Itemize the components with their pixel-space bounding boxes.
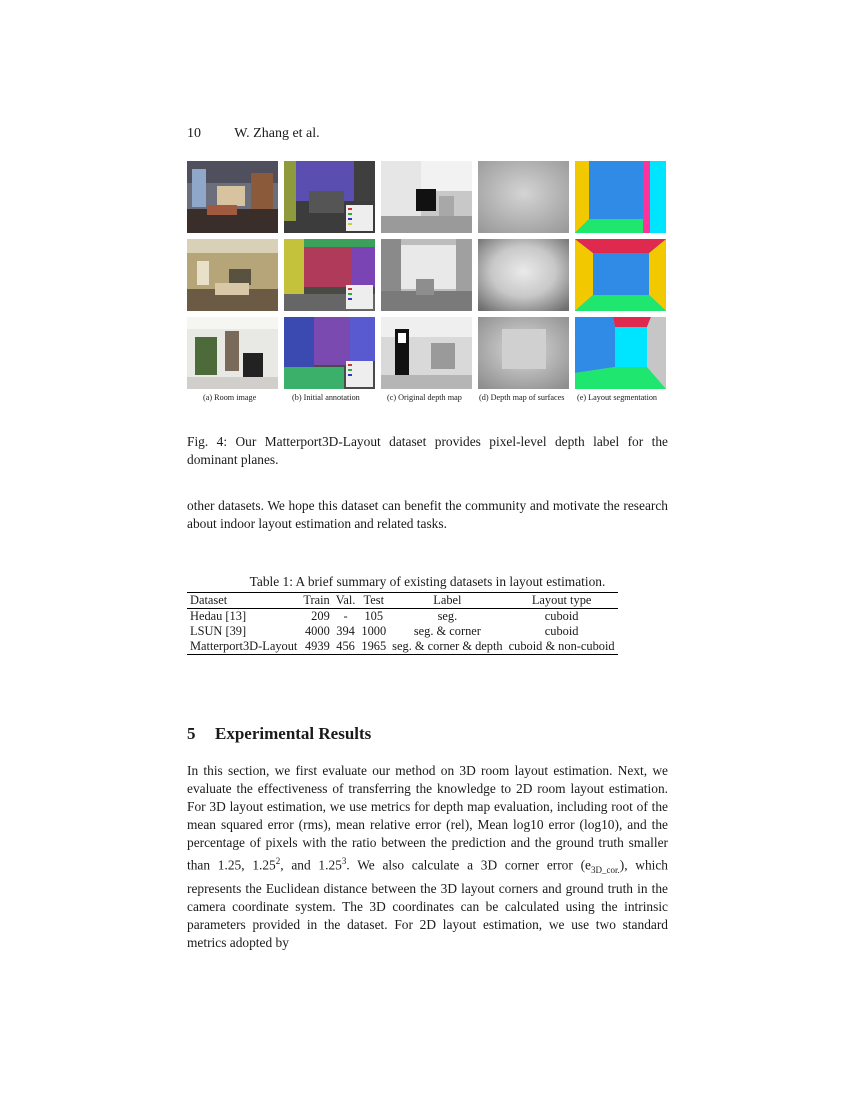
table-row — [187, 639, 618, 655]
layout-segmentation-1 — [575, 161, 666, 233]
cell-test: 1965 — [361, 639, 387, 653]
text-part: , and 1.25 — [280, 857, 342, 873]
running-authors: W. Zhang et al. — [234, 126, 320, 141]
layout-segmentation-3 — [575, 317, 666, 389]
original-depth-map-2 — [381, 239, 472, 311]
cell-val: 456 — [336, 639, 355, 653]
col-header-dataset: Dataset — [190, 593, 228, 607]
page-header — [187, 126, 320, 142]
datasets-table — [187, 592, 618, 655]
surface-depth-map-1 — [478, 161, 569, 233]
table-row — [187, 609, 618, 625]
body-paragraph: other datasets. We hope this dataset can benefit the community and motivate the research about indoor layout estimation and related tasks. — [187, 498, 668, 531]
text-part: ), which represents the Euclidean distance between the 3D layout corners and ground truth in the camera coordinate system. The 3D coordinates can be calculated using the intrinsic parameters provided in the dataset. For 2D layout estimation, we use two standard metrics adopted by — [187, 857, 669, 950]
original-depth-map-1 — [381, 161, 472, 233]
room-image-3 — [187, 317, 278, 389]
surface-depth-map-3 — [478, 317, 569, 389]
cell-train: 4000 — [304, 624, 330, 638]
initial-annotation-3 — [284, 317, 375, 389]
cell-train: 209 — [311, 609, 330, 623]
superscript: 3 — [341, 856, 347, 867]
cell-label: seg. — [437, 609, 458, 623]
layout-segmentation-2 — [575, 239, 666, 311]
cell-dataset: Hedau [13] — [190, 609, 247, 623]
col-header-label: Label — [433, 593, 462, 607]
sublabel-depth-map-of-surfaces: (d) Depth map of surfaces — [479, 393, 565, 402]
text-part: In this section, we first evaluate our method on 3D room layout estimation. Next, we evaluate the effectiveness of transferring the knowledge to 2D room layout estimation. For 3D layout estimation, we use metrics for depth map evaluation, including root of the mean squared error (rms), mean relative error (rel), Mean log10 error (log10), and the percentage of pixels with the ratio between the prediction and the ground truth smaller than 1.25, 1.25 — [187, 763, 668, 873]
initial-annotation-1 — [284, 161, 375, 233]
sublabel-initial-annotation: (b) Initial annotation — [292, 393, 360, 402]
original-depth-map-3 — [381, 317, 472, 389]
section-paragraph — [187, 762, 668, 952]
col-header-train: Train — [303, 593, 330, 607]
table-row — [187, 624, 618, 639]
section-title: Experimental Results — [215, 724, 372, 743]
cell-val: - — [343, 609, 348, 623]
sublabel-layout-segmentation: (e) Layout segmentation — [577, 393, 658, 402]
figure-sublabels — [183, 393, 673, 407]
cell-layout-type: cuboid — [544, 624, 579, 638]
cell-dataset: Matterport3D-Layout — [190, 639, 298, 653]
room-image-2 — [187, 239, 278, 311]
cell-label: seg. & corner & depth — [392, 639, 503, 653]
superscript: 2 — [275, 856, 281, 867]
section-heading — [187, 724, 371, 744]
initial-annotation-2 — [284, 239, 375, 311]
cell-layout-type: cuboid — [544, 609, 579, 623]
cell-label: seg. & corner — [413, 624, 481, 638]
col-header-val: Val. — [335, 593, 356, 607]
col-header-layout-type: Layout type — [531, 593, 592, 607]
cell-layout-type: cuboid & non-cuboid — [508, 639, 615, 653]
cell-val: 394 — [336, 624, 355, 638]
sublabel-room-image: (a) Room image — [203, 393, 257, 402]
cell-test: 1000 — [361, 624, 387, 638]
surface-depth-map-2 — [478, 239, 569, 311]
cell-dataset: LSUN [39] — [190, 624, 247, 638]
table-header-row — [187, 593, 618, 609]
subscript: 3D_cor. — [590, 865, 620, 876]
table-caption: Table 1: A brief summary of existing datasets in layout estimation. — [249, 574, 606, 589]
section-number: 5 — [187, 724, 196, 743]
col-header-test: Test — [363, 593, 385, 607]
room-image-1 — [187, 161, 278, 233]
cell-test: 105 — [364, 609, 384, 623]
cell-train: 4939 — [304, 639, 330, 653]
figure-caption: Fig. 4: Our Matterport3D-Layout dataset provides pixel-level depth label for the dominant planes. — [187, 434, 668, 467]
sublabel-original-depth-map: (c) Original depth map — [387, 393, 462, 402]
page-number: 10 — [187, 126, 201, 141]
figure-4-image-grid — [187, 161, 667, 389]
text-part: . We also calculate a 3D corner error (e — [346, 857, 591, 873]
